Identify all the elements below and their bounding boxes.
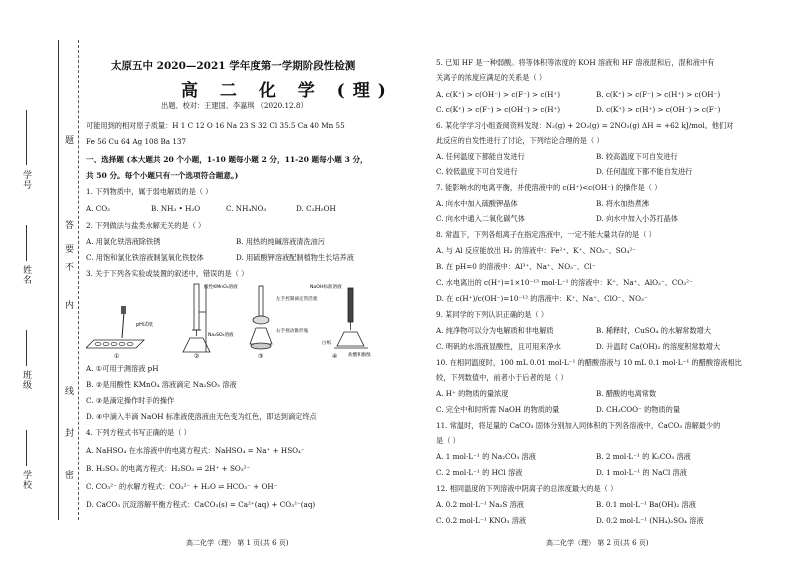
q5-option-c: C. c(K⁺) > c(F⁻) > c(OH⁻) > c(H⁺) — [436, 105, 561, 114]
question-6-cont: 此反应的自发性进行了讨论，下列结论合理的是（ ） — [436, 136, 604, 145]
exam-page-2 — [436, 0, 786, 561]
q3-option-b: B. ②是用酸性 KMnO₄ 溶液滴定 Na₂SO₃ 溶液 — [86, 380, 237, 389]
page-footer-1: 高二化学（理） 第 1 页(共 6 页) — [186, 539, 289, 547]
q4-option-d: D. CaCO₃ 沉淀溶解平衡方程式：CaCO₃(s) = Ca²⁺(aq) + CO₃²⁻(aq) — [86, 500, 316, 509]
q7-option-c: C. 向水中通入二氧化碳气体 — [436, 214, 525, 223]
q8-option-a: A. 与 Al 反应能放出 H₂ 的溶液中：Fe²⁺、K⁺、NO₃⁻、SO₄²⁻ — [436, 246, 637, 255]
q7-option-d: D. 向水中加入小苏打晶体 — [596, 214, 678, 223]
name-label: 姓名 — [21, 265, 31, 285]
q4-option-c: C. CO₃²⁻ 的水解方程式：CO₃²⁻ + H₂O ⇌ HCO₃⁻ + OH⁻ — [86, 482, 278, 491]
q5-option-a: A. c(K⁺) > c(OH⁻) > c(F⁻) > c(H⁺) — [436, 90, 561, 99]
page-footer-2: 高二化学（理） 第 2 页(共 6 页) — [546, 539, 649, 547]
school-label: 学校 — [21, 470, 31, 490]
q11-option-c: C. 2 mol·L⁻¹ 的 HCl 溶液 — [436, 468, 523, 477]
q4-option-b: B. H₂SO₃ 的电离方程式：H₂SO₃ ⇌ 2H⁺ + SO₃²⁻ — [86, 464, 251, 473]
q11-option-a: A. 1 mol·L⁻¹ 的 Na₂CO₃ 溶液 — [436, 452, 536, 461]
q10-option-c: C. 完全中和时所需 NaOH 的物质的量 — [436, 405, 560, 414]
q2-option-b: B. 用热的纯碱溶液清洗油污 — [236, 237, 325, 246]
question-7: 7. 能影响水的电离平衡，并使溶液中的 c(H⁺)<c(OH⁻) 的操作是（ ） — [436, 183, 662, 192]
question-10-cont: 较，下列数值中，前者小于后者的是（ ） — [436, 373, 568, 382]
q11-option-b: B. 2 mol·L⁻¹ 的 K₂CO₃ 溶液 — [596, 452, 691, 461]
class-blank — [26, 330, 27, 366]
seal-char: 要 — [63, 244, 73, 254]
fig-num-1: ① — [114, 353, 120, 360]
q6-option-c: C. 较低温度下可自发进行 — [436, 167, 518, 176]
question-4: 4. 下列方程式书写正确的是（ ） — [86, 428, 191, 437]
naoh-std-label: NaOH标准溶液 — [310, 285, 342, 290]
titration-setup-2 — [183, 284, 210, 352]
seal-char: 不 — [63, 262, 73, 272]
school-title: 太原五中 2020—2021 学年度第一学期阶段性检测 — [111, 60, 356, 72]
seal-dashed-line — [78, 40, 79, 520]
q7-option-b: B. 将水加热煮沸 — [596, 199, 649, 208]
section-heading: 一、选择题 (本大题共 20 个小题，1-10 题每小题 2 分，11-20 题每小题 3 分， — [86, 155, 368, 164]
q3-option-a: A. ①可用于测溶液 pH — [86, 364, 159, 373]
question-6: 6. 某化学学习小组查阅资料发现：N₂(g) + 2O₂(g) = 2NO₂(g) ΔH = +62 kJ/mol。他们对 — [436, 121, 734, 130]
id-label: 学号 — [21, 170, 31, 190]
white-paper-label: 白纸 — [322, 341, 332, 346]
exam-page-1 — [86, 0, 426, 561]
fig-num-3: ③ — [258, 353, 264, 360]
question-5-cont: 关离子的浓度应满足的关系是（ ） — [436, 73, 547, 82]
right-hand-label: 右手摇动锥形瓶 — [276, 329, 309, 334]
q1-option-a: A. CO₂ — [86, 204, 111, 213]
seal-char: 线 — [63, 386, 73, 396]
seal-char: 题 — [63, 135, 73, 145]
fig-num-2: ② — [194, 353, 200, 360]
binding-solid-line — [58, 40, 59, 520]
seal-char: 答 — [63, 220, 73, 230]
ph-paper-label: pH试纸 — [136, 322, 153, 328]
kmno4-label: 酸性KMnO₄溶液 — [204, 285, 238, 290]
hand-operation-3 — [250, 286, 272, 349]
na2so3-label: Na₂SO₃溶液 — [208, 333, 234, 338]
q12-option-d: D. 0.2 mol·L⁻¹ (NH₄)₂SO₄ 溶液 — [596, 516, 704, 525]
question-12: 12. 相同温度的下列溶液中阴离子的总浓度最大的是（ ） — [436, 484, 618, 493]
question-8: 8. 常温下，下列各组离子在指定溶液中，一定不能大量共存的是（ ） — [436, 230, 656, 239]
q8-option-d: D. 在 c(H⁺)/c(OH⁻)=10⁻¹² 的溶液中：K⁺、Na⁺、ClO⁻、NO₃⁻ — [436, 294, 648, 303]
id-blank — [26, 110, 27, 165]
q2-option-a: A. 用氯化铁溶液除铁锈 — [86, 237, 161, 246]
titration-setup-4 — [334, 288, 368, 348]
q8-option-c: C. 水电离出的 c(H⁺)=1×10⁻¹³ mol·L⁻¹ 的溶液中：K⁺、Na⁺、AlO₂⁻、CO₃²⁻ — [436, 278, 693, 287]
question-5: 5. 已知 HF 是一种弱酸。将等体积等浓度的 KOH 溶液和 HF 溶液混和后，混和液中有 — [436, 58, 715, 67]
hcl-phenol-label: 盐酸和酚酞 — [348, 353, 371, 358]
q10-option-b: B. 醋酸的电离常数 — [596, 389, 657, 398]
school-blank — [26, 430, 27, 466]
q2-option-d: D. 用硫酸钾溶液配制植物生长培养液 — [236, 253, 354, 262]
seal-char: 内 — [63, 300, 73, 310]
q3-option-c: C. ③是滴定操作时手的操作 — [86, 396, 175, 405]
q5-option-b: B. c(K⁺) > c(F⁻) > c(H⁺) > c(OH⁻) — [596, 90, 721, 99]
q1-option-c: C. NH₄NO₃ — [226, 204, 267, 213]
q12-option-b: B. 0.1 mol·L⁻¹ Ba(OH)₂ 溶液 — [596, 500, 696, 509]
question-11: 11. 常温时，将足量的 CaCO₃ 固体分别加入同体积的下列各溶液中，CaCO₃ 溶解最少的 — [436, 421, 721, 430]
q6-option-b: B. 较高温度下可自发进行 — [596, 152, 678, 161]
seal-char: 密 — [63, 470, 73, 480]
question-1: 1. 下列物质中，属于弱电解质的是（ ） — [86, 187, 213, 196]
seal-char: 封 — [63, 428, 73, 438]
q1-option-b: B. NH₃ • H₂O — [151, 204, 201, 213]
name-blank — [26, 225, 27, 261]
section-heading-2: 共 50 分。每个小题只有一个选项符合题意。) — [86, 171, 239, 180]
q6-option-d: D. 任何温度下都不能自发进行 — [596, 167, 693, 176]
subject-title: 高 二 化 学 (理) — [181, 81, 394, 101]
q12-option-a: A. 0.2 mol·L⁻¹ Na₂S 溶液 — [436, 500, 524, 509]
left-hand-label: 左手控制滴定管活塞 — [276, 297, 318, 302]
question-10: 10. 在相同温度时，100 mL 0.01 mol·L⁻¹ 的醋酸溶液与 10 mL 0.1 mol·L⁻¹ 的醋酸溶液相比 — [436, 358, 742, 367]
q2-option-c: C. 用饱和氯化铁溶液制氢氧化铁胶体 — [86, 253, 204, 262]
q8-option-b: B. 在 pH=0 的溶液中：Al³⁺、Na⁺、NO₃⁻、Cl⁻ — [436, 262, 596, 271]
q9-option-a: A. 纯净物可以分为电解质和非电解质 — [436, 326, 554, 335]
question-3: 3. 关于下列各实验或装置的叙述中，错误的是（ ） — [86, 269, 249, 278]
q1-option-d: D. C₂H₅OH — [296, 204, 336, 213]
atomic-masses-2: Fe 56 Cu 64 Ag 108 Ba 137 — [86, 137, 187, 146]
q3-option-d: D. ④中滴入半滴 NaOH 标准液使溶液由无色变为红色，即达到滴定终点 — [86, 412, 317, 421]
question-2: 2. 下列做法与盐类水解无关的是（ ） — [86, 221, 206, 230]
class-label: 班级 — [21, 370, 31, 390]
q9-option-c: C. 明矾的水溶液显酸性，且可用来净水 — [436, 342, 561, 351]
binding-margin — [0, 0, 100, 561]
q11-option-d: D. 1 mol·L⁻¹ 的 NaCl 溶液 — [596, 468, 687, 477]
q10-option-d: D. CH₃COO⁻ 的物质的量 — [596, 405, 681, 414]
fig-num-4: ④ — [332, 353, 338, 360]
authors-line: 出题、校对：王建国、李嘉琪 （2020.12.8） — [161, 101, 308, 110]
q9-option-d: D. 升温时 Ca(OH)₂ 的溶度积常数增大 — [596, 342, 721, 351]
q4-option-a: A. NaHSO₄ 在水溶液中的电离方程式：NaHSO₄ = Na⁺ + HSO₄⁻ — [86, 446, 305, 455]
q5-option-d: D. c(K⁺) > c(H⁺) > c(OH⁻) > c(F⁻) — [596, 105, 721, 114]
question-11-cont: 是（ ） — [436, 436, 460, 445]
atomic-masses-1: 可能用到的相对原子质量：H 1 C 12 O 16 Na 23 S 32 Cl 35.5 Ca 40 Mn 55 — [86, 121, 345, 130]
q12-option-c: C. 0.2 mol·L⁻¹ KNO₃ 溶液 — [436, 516, 527, 525]
q10-option-a: A. H⁺ 的物质的量浓度 — [436, 389, 509, 398]
q6-option-a: A. 任何温度下都能自发进行 — [436, 152, 525, 161]
q9-option-b: B. 稀释时，CuSO₄ 的水解常数增大 — [596, 326, 712, 335]
q7-option-a: A. 向水中加入硫酸钾晶体 — [436, 199, 518, 208]
apparatus-figure — [86, 282, 376, 360]
question-9: 9. 某同学的下列认识正确的是（ ） — [436, 310, 549, 319]
